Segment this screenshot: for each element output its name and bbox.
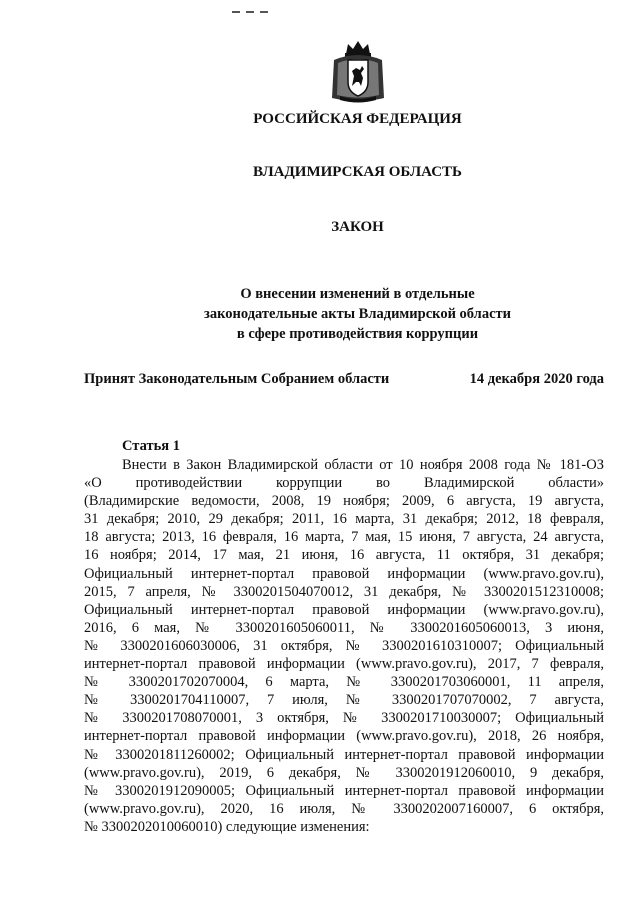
article-line: № 3300202010060010) следующие изменения: xyxy=(84,818,370,835)
article-line: Официальный интернет-портал правовой информации (www.pravo.gov.ru), xyxy=(84,565,604,582)
article-line: 18 августа; 2013, 16 февраля, 16 марта, 7 мая, 15 июня, 7 августа, 24 августа, xyxy=(84,529,604,546)
article-line: Внести в Закон Владимирской области от 10 ноября 2008 года № 181-ОЗ xyxy=(122,457,604,473)
article-line: № 3300201912090005; Официальный интернет-портал правовой информации xyxy=(84,782,604,799)
adoption-label: Принят Законодательным Собранием области xyxy=(84,371,390,387)
law-title-line: О внесении изменений в отдельные xyxy=(240,286,475,302)
article-line: № 3300201811260002; Официальный интернет-портал правовой информации xyxy=(84,746,604,763)
article-line: «О противодействии коррупции во Владимирской области» xyxy=(84,475,604,492)
law-title xyxy=(0,284,640,344)
law-title-line: в сфере противодействия коррупции xyxy=(236,326,479,342)
article-line: (www.pravo.gov.ru), 2019, 6 декабря, № 3300201912060010, 9 декабря, xyxy=(84,764,604,781)
article-line: 2015, 7 апреля, № 3300201504070012, 31 декабря, № 3300201512310008; xyxy=(84,583,604,600)
article-line: № 3300201606030006, 31 октября, № 3300201610310007; Официальный xyxy=(84,637,604,654)
article-body xyxy=(84,456,604,836)
region-heading: ВЛАДИМИРСКАЯ ОБЛАСТЬ xyxy=(253,164,462,180)
article-line: 31 декабря; 2010, 29 декабря; 2011, 16 марта, 31 декабря; 2012, 18 февраля, xyxy=(84,511,604,528)
law-title-line: законодательные акты Владимирской области xyxy=(204,306,511,322)
adoption-date: 14 декабря 2020 года xyxy=(469,371,604,387)
country-heading: РОССИЙСКАЯ ФЕДЕРАЦИЯ xyxy=(253,111,462,127)
article-line: (www.pravo.gov.ru), 2020, 16 июля, № 3300202007160007, 6 октября, xyxy=(84,800,604,817)
article-line: 2016, 6 мая, № 3300201605060011, № 3300201605060013, 3 июня, xyxy=(84,619,604,636)
top-edge-marks xyxy=(232,0,292,3)
adoption-row xyxy=(84,371,604,388)
article-line: 16 ноября; 2014, 17 мая, 21 июня, 16 августа, 11 октября, 31 декабря; xyxy=(84,547,604,564)
article-line: (Владимирские ведомости, 2008, 19 ноября; 2009, 6 августа, 19 августа, xyxy=(84,493,604,510)
article-line: № 3300201704110007, 7 июля, № 3300201707070002, 7 августа, xyxy=(84,692,604,709)
article-line: интернет-портал правовой информации (www.pravo.gov.ru), 2017, 7 февраля, xyxy=(84,656,604,673)
article-line: интернет-портал правовой информации (www.pravo.gov.ru), 2018, 26 ноября, xyxy=(84,728,604,745)
article-line: № 3300201702070004, 6 марта, № 3300201703060001, 11 апреля, xyxy=(84,674,604,691)
coat-of-arms-icon xyxy=(328,38,388,106)
document-type-heading: ЗАКОН xyxy=(331,219,384,235)
article-line: № 3300201708070001, 3 октября, № 3300201710030007; Официальный xyxy=(84,710,604,727)
article-line: Официальный интернет-портал правовой информации (www.pravo.gov.ru), xyxy=(84,601,604,618)
article-heading: Статья 1 xyxy=(122,438,180,454)
